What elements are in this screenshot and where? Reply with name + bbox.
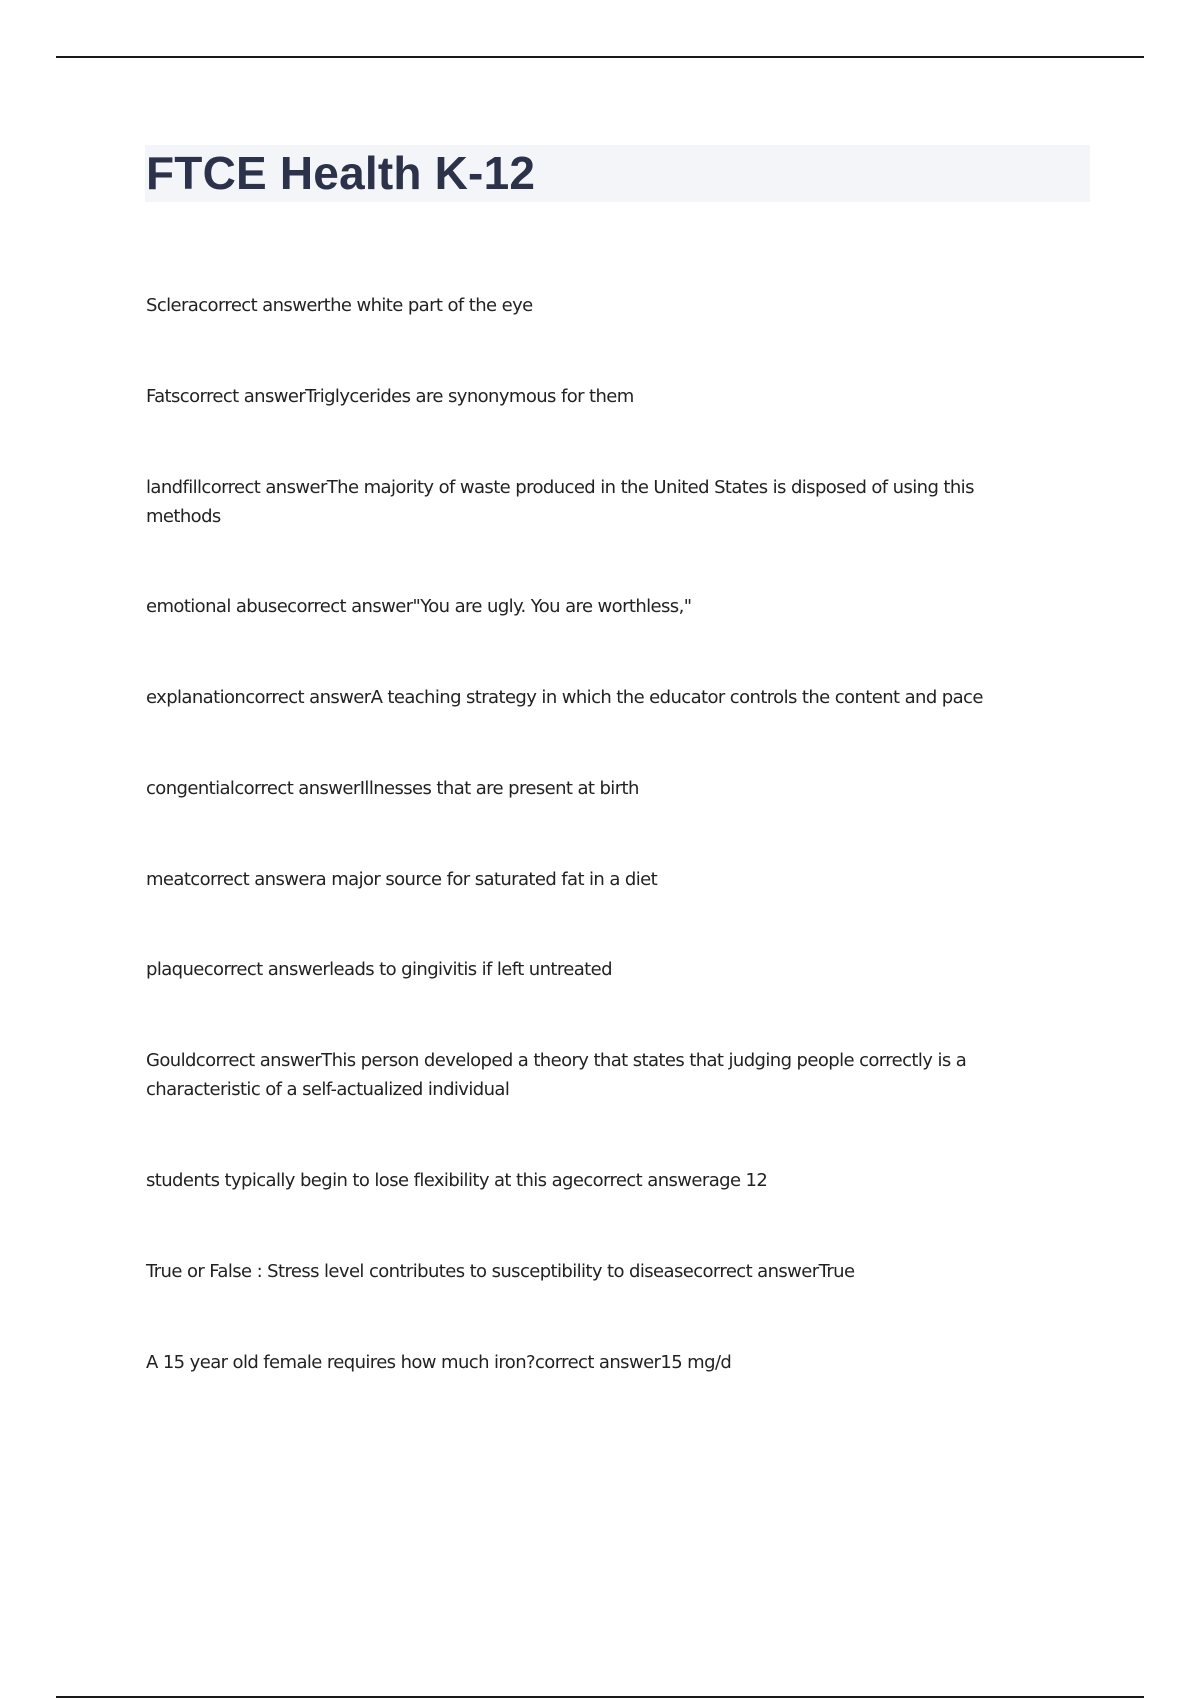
qa-marker: correct answer [287,596,413,617]
qa-marker: correct answer [234,778,360,799]
qa-answer: The majority of waste produced in the United States is disposed of using this methods [146,477,974,527]
qa-term: plaque [146,959,204,980]
qa-answer: 15 mg/d [660,1352,732,1373]
qa-term: Fats [146,386,180,407]
qa-item [146,683,1046,712]
top-rule [56,56,1144,58]
qa-marker: correct answer [203,959,330,980]
qa-answer: the white part of the eye [323,295,533,316]
qa-item [146,473,1046,531]
qa-term: Sclera [146,295,199,316]
qa-term: emotional abuse [146,596,288,617]
qa-answer: Illnesses that are present at birth [359,778,639,799]
qa-item [146,1046,1046,1104]
qa-marker: correct answer [693,1261,819,1282]
qa-marker: correct answer [201,477,327,498]
qa-item [146,1257,1046,1286]
qa-term: landfill [146,477,202,498]
qa-item [146,774,1046,803]
qa-answer: Triglycerides are synonymous for them [305,386,634,407]
qa-marker: correct answer [195,1050,322,1071]
qa-item [146,1166,1046,1195]
qa-marker: correct answer [198,295,324,316]
qa-item [146,955,1046,984]
qa-answer: a major source for saturated fat in a diet [315,869,658,890]
qa-item [146,865,1046,894]
qa-answer: leads to gingivitis if left untreated [329,959,612,980]
qa-answer: "You are ugly. You are worthless," [412,596,692,617]
qa-answer: age 12 [708,1170,768,1191]
qa-term: A 15 year old female requires how much iron? [146,1352,535,1373]
qa-term: meat [146,869,191,890]
qa-item [146,382,1046,411]
document-title: FTCE Health K-12 [146,147,536,199]
qa-term: True or False : Stress level contributes to susceptibility to disease [146,1261,694,1282]
qa-answer: This person developed a theory that states that judging people correctly is a characteristic of a self-actualized individual [146,1050,967,1100]
qa-term: congential [146,778,235,799]
qa-answer: A teaching strategy in which the educator controls the content and pace [370,687,983,708]
qa-term: students typically begin to lose flexibility at this age [146,1170,584,1191]
qa-term: Gould [146,1050,196,1071]
qa-answer: True [818,1261,855,1282]
bottom-rule [56,1696,1144,1698]
qa-item [146,1348,1046,1377]
qa-marker: correct answer [190,869,316,890]
qa-term: explanation [146,687,246,708]
qa-marker: correct answer [583,1170,709,1191]
qa-marker: correct answer [179,386,306,407]
qa-marker: correct answer [534,1352,661,1373]
qa-item [146,592,1046,621]
qa-item [146,291,1046,320]
qa-marker: correct answer [245,687,371,708]
